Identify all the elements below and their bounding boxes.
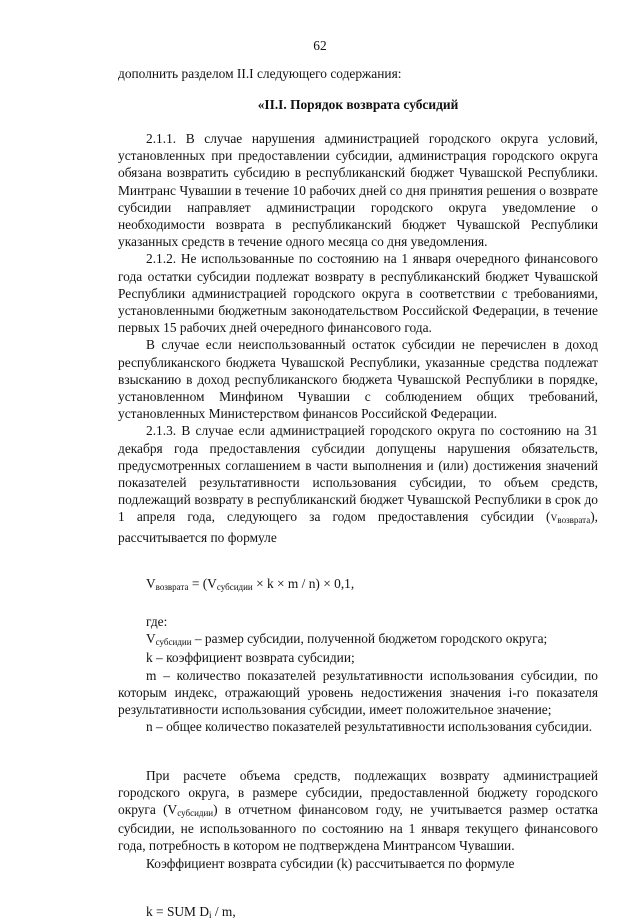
paragraph-calculation: При расчете объема средств, подлежащих возврату администрацией городского округа, в размере субсидии, предоставленной бюджету городского округа (Vсубсидии) в отчетном финансовом году, не учитывается размер остатка субсидии, не использованного по состоянию на 1 января текущего финансового года, потребность в котором не подтверждена Минтрансом Чувашии.	[118, 767, 598, 854]
formula-k: k = SUM Di / m,	[146, 903, 236, 920]
definition-v-subsidy: Vсубсидии – размер субсидии, полученной бюджетом городского округа;	[146, 631, 548, 648]
v-return-symbol: Vвозврата	[550, 514, 591, 526]
section-heading: «II.I. Порядок возврата субсидий	[257, 97, 459, 112]
page-number: 62	[313, 38, 327, 53]
paragraph-2-1-3: 2.1.3. В случае если администрацией городского округа по состоянию на 31 декабря года предоставления субсидии допущены нарушения обязательств, предусмотренных соглашением в части выполнения и (или) достижения значений показателей результативности использования субсидии, то объем средств, подлежащий возврату в республиканский бюджет Чувашской Республики в срок до 1 апреля года, следующего за годом предоставления субсидии (Vвозврата), рассчитывается по формуле	[118, 423, 598, 545]
paragraph-2-1-2-continued: В случае если неиспользованный остаток субсидии не перечислен в доход республиканского бюджета Чувашской Республики, указанные средства подлежат взысканию в доход республиканского бюджета Чувашской Республики в порядке, установленном Минфином Чувашии с соблюдением общих требований, установленных Министерством финансов Российской Федерации.	[118, 337, 598, 422]
paragraph-2-1-2: 2.1.2. Не использованные по состоянию на 1 января очередного финансового года остатки субсидии подлежат возврату в республиканский бюджет Чувашской Республики администрацией городского округа в соответствии с требованиями, установленными бюджетным законодательством Российской Федерации, в течение первых 15 рабочих дней очередного финансового года.	[118, 251, 598, 336]
where-label: где:	[146, 614, 168, 630]
definition-k: k – коэффициент возврата субсидии;	[146, 650, 355, 666]
formula-v-return: Vвозврата = (Vсубсидии × k × m / n) × 0,1,	[146, 575, 355, 592]
intro-line: дополнить разделом II.I следующего содержания:	[118, 66, 402, 81]
paragraph-coefficient: Коэффициент возврата субсидии (k) рассчитывается по формуле	[146, 855, 515, 871]
definition-m: m – количество показателей результативности использования субсидии, по которым индекс, отражающий уровень недостижения значения i-го показателя результативности использования субсидии, имеет положительное значение;	[118, 667, 598, 718]
definition-n: n – общее количество показателей результативности использования субсидии.	[146, 719, 593, 735]
document-body	[118, 130, 598, 922]
paragraph-2-1-1: 2.1.1. В случае нарушения администрацией городского округа условий, установленных при предоставлении субсидии, администрация городского округа обязана возвратить субсидию в республиканский бюджет Чувашской Республики. Минтранс Чувашии в течение 10 рабочих дней со дня принятия решения о возврате субсидии направляет администрации городского округа уведомление о необходимости возврата в республиканский бюджет Чувашской Республики указанных средств в течение одного месяца со дня уведомления.	[118, 131, 598, 250]
